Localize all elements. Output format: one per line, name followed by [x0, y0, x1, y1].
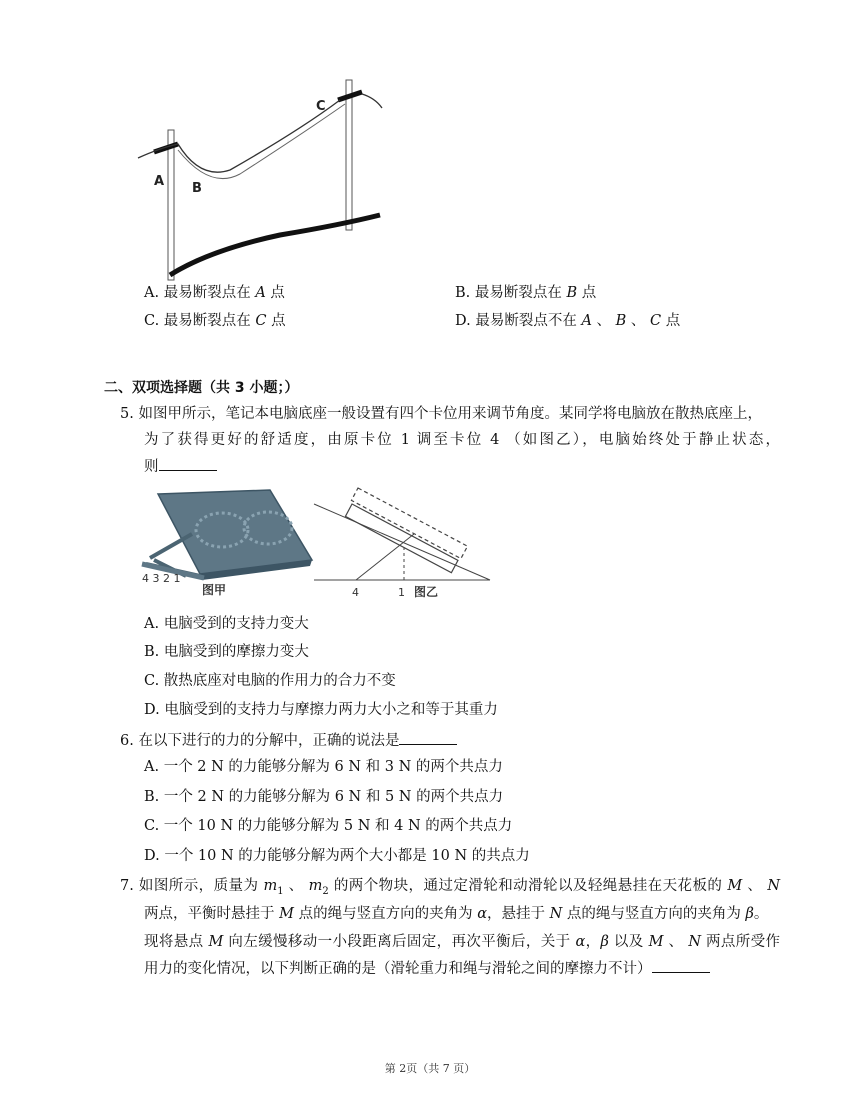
- label-a: A: [154, 174, 165, 189]
- wire-lower: [178, 104, 345, 179]
- q7-line1: 7. 如图所示，质量为 $m_1$ 、 $m_2$ 的两个物块，通过定滑轮和动滑轮以及轻绳悬挂在天花板的 M 、 N: [120, 878, 780, 897]
- stand-panel: [158, 490, 312, 574]
- q4-option-d: D. 最易断裂点不在 A 、 B 、 C 点: [455, 313, 681, 329]
- label-4: 4: [352, 586, 359, 599]
- fig-jia-caption: 图甲: [202, 583, 227, 597]
- q5-option-b: B. 电脑受到的摩擦力变大: [144, 644, 309, 660]
- q5-option-c: C. 散热底座对电脑的作用力的合力不变: [144, 673, 396, 689]
- q5-line2: 为了获得更好的舒适度，由原卡位 1 调至卡位 4 （如图乙），电脑始终处于静止状态，: [144, 432, 780, 448]
- label-c: C: [316, 99, 326, 114]
- q7-line3: 现将悬点 M 向左缓慢移动一小段距离后固定，再次平衡后，关于 α，β 以及 M 、 N 两点所受作: [144, 934, 781, 950]
- wire-right-end: [362, 94, 382, 108]
- q5-figure-yi: [312, 484, 492, 602]
- right-pole: [346, 80, 352, 230]
- q6-option-c: C. 一个 10 N 的力能够分解为 5 N 和 4 N 的两个共点力: [144, 818, 513, 834]
- q7-line4: 用力的变化情况，以下判断正确的是（滑轮重力和绳与滑轮之间的摩擦力不计）: [144, 958, 710, 979]
- q6-option-d: D. 一个 10 N 的力能够分解为两个大小都是 10 N 的共点力: [144, 848, 530, 864]
- ground-curve: [170, 215, 380, 275]
- q4-option-b: B. 最易断裂点在 B 点: [455, 285, 597, 301]
- q4-figure: [130, 70, 390, 285]
- slot-numbers: 4 3 2 1: [142, 572, 181, 585]
- laptop-dashed: [351, 488, 467, 559]
- q4-option-a: A. 最易断裂点在 A 点: [144, 285, 285, 301]
- label-b: B: [192, 181, 202, 196]
- label-1: 1: [398, 586, 405, 599]
- q5-option-a: A. 电脑受到的支持力变大: [144, 616, 309, 632]
- right-bracket: [338, 92, 362, 100]
- q7-line2: 两点，平衡时悬挂于 M 点的绳与竖直方向的夹角为 α，悬挂于 N 点的绳与竖直方向的夹角为 β。: [144, 906, 769, 922]
- laptop-solid: [345, 504, 458, 573]
- q6-answer-blank: [399, 730, 457, 745]
- q5-line1: 5. 如图甲所示，笔记本电脑底座一般设置有四个卡位用来调节角度。某同学将电脑放在散热底座上，: [120, 406, 762, 422]
- incline-4: [314, 504, 490, 580]
- fig-yi-caption: 图乙: [414, 585, 439, 599]
- q6-option-b: B. 一个 2 N 的力能够分解为 6 N 和 5 N 的两个共点力: [144, 789, 504, 805]
- q5-answer-blank: [159, 456, 217, 471]
- q6-stem: 6. 在以下进行的力的分解中，正确的说法是: [120, 730, 457, 751]
- q6-option-a: A. 一个 2 N 的力能够分解为 6 N 和 3 N 的两个共点力: [144, 759, 503, 775]
- q7-answer-blank: [652, 958, 710, 973]
- q5-line3: 则: [144, 456, 217, 477]
- q5-option-d: D. 电脑受到的支持力与摩擦力两力大小之和等于其重力: [144, 702, 498, 718]
- left-pole: [168, 130, 174, 280]
- section-heading: 二、双项选择题（共 3 小题；）: [104, 380, 299, 396]
- q4-option-c: C. 最易断裂点在 C 点: [144, 313, 286, 329]
- page-footer: 第 2页（共 7 页）: [384, 1062, 476, 1075]
- q5-figure-jia: [140, 484, 315, 602]
- support-4: [356, 534, 414, 580]
